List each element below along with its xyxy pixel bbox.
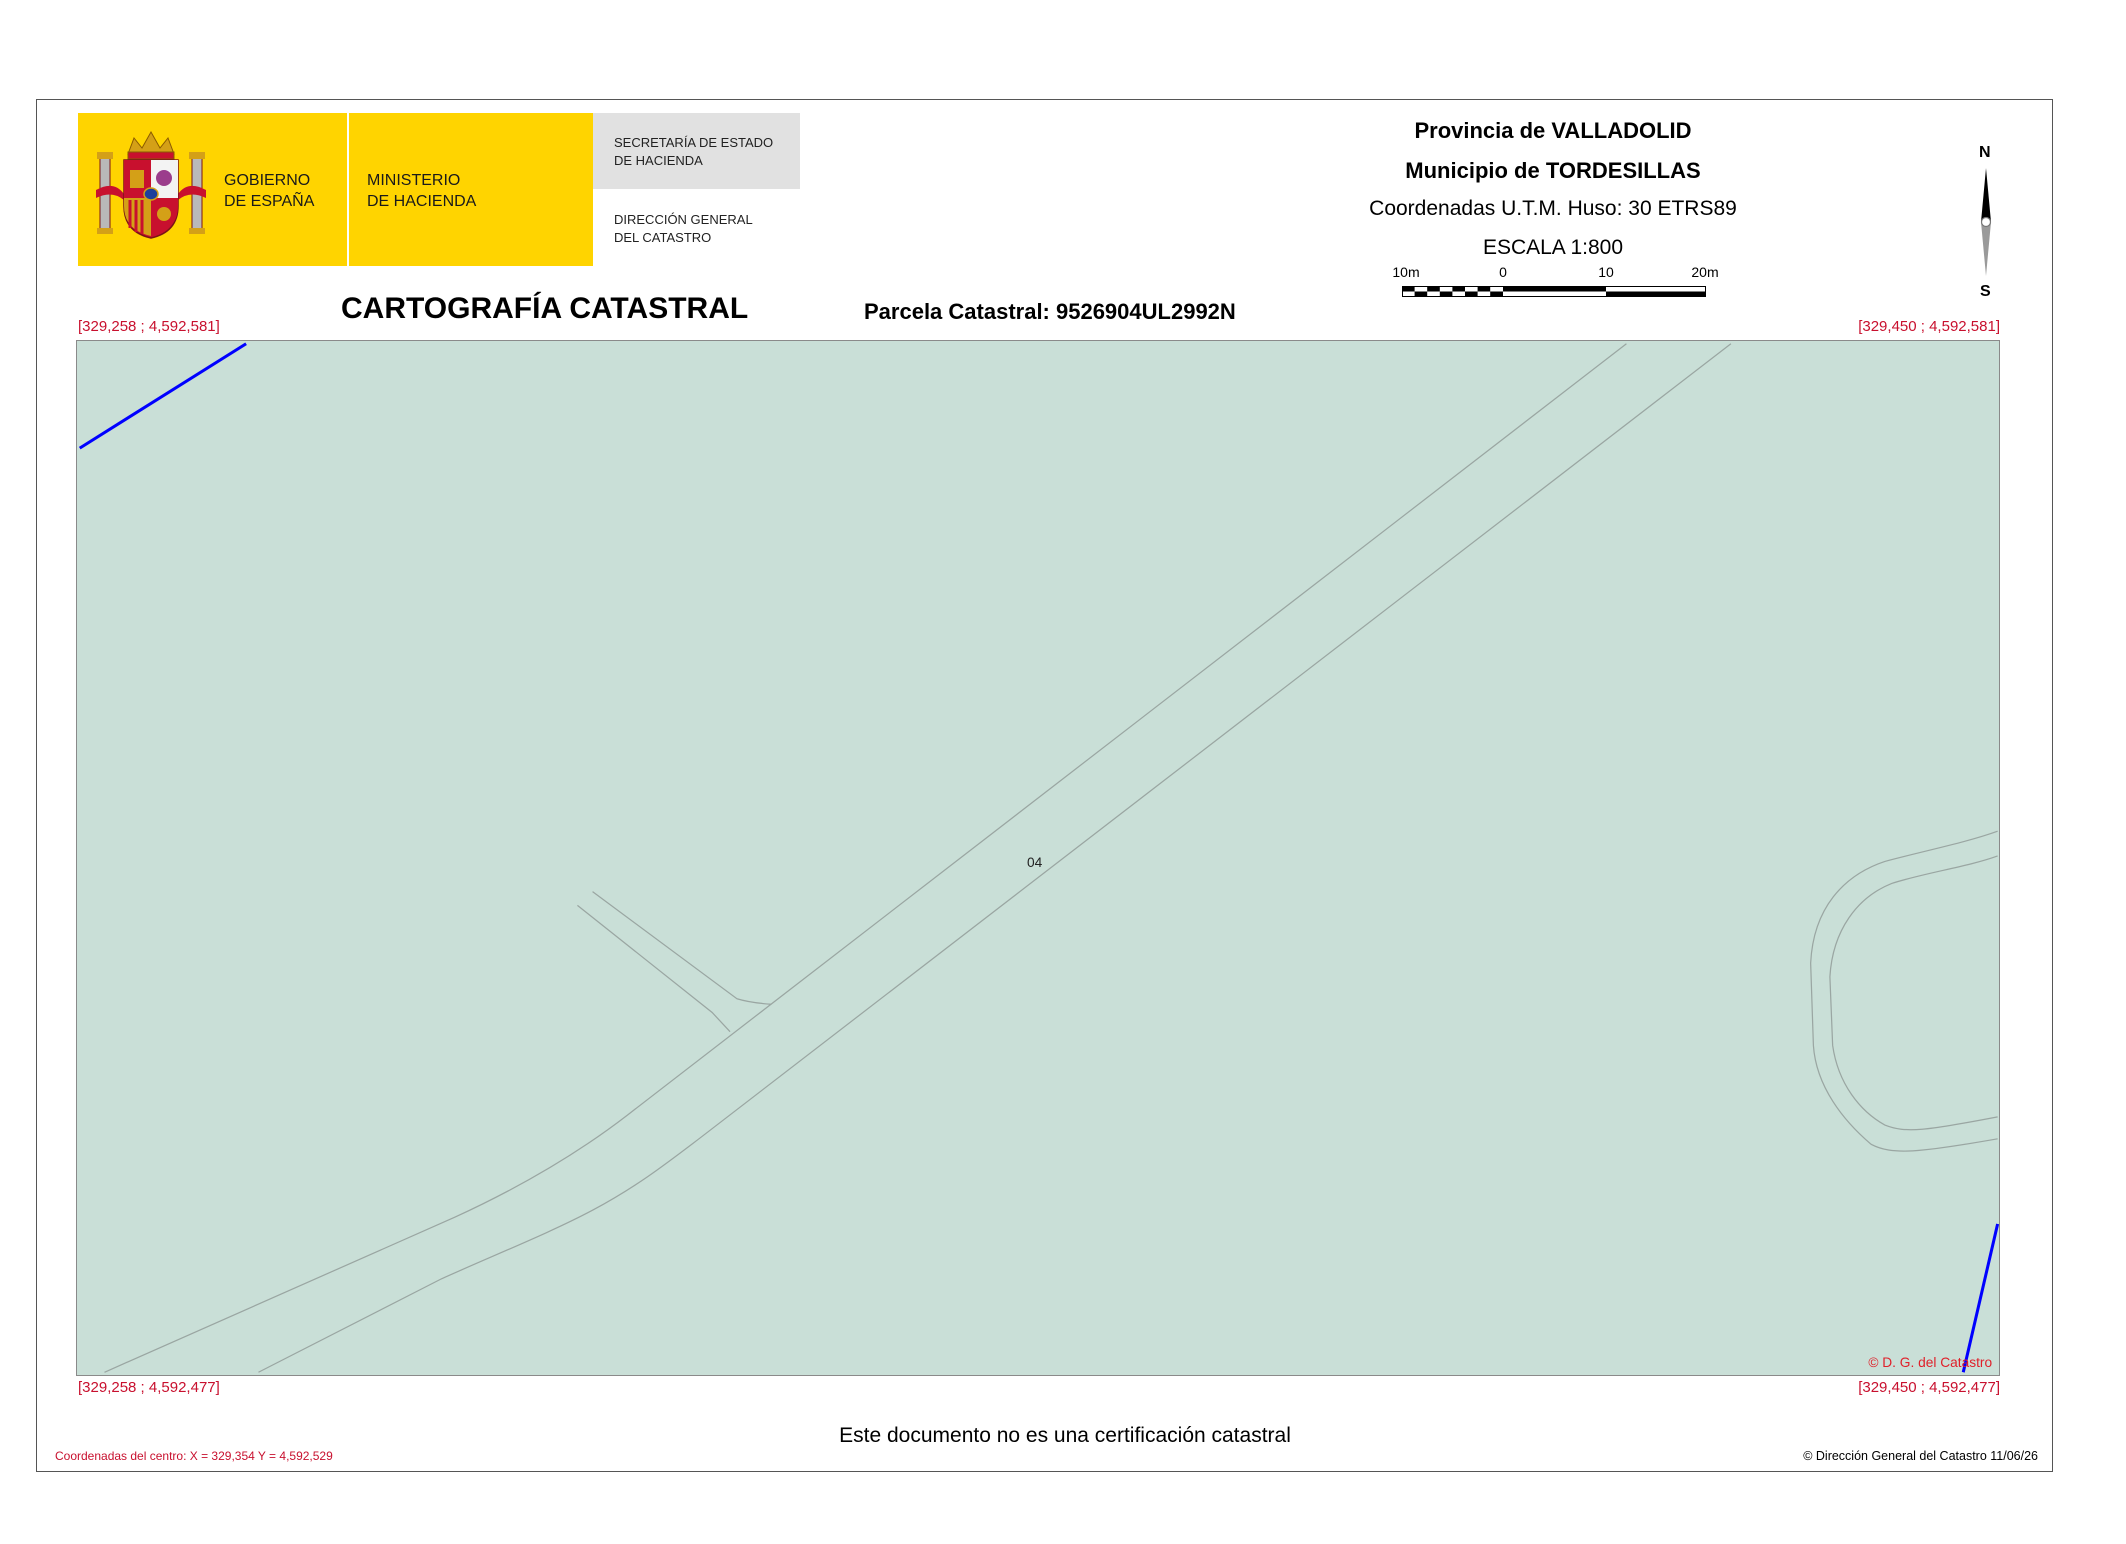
boundary-line-bottom-right <box>1963 1224 1997 1372</box>
ministerio-line1: MINISTERIO <box>367 172 461 189</box>
corner-top-right: [329,450 ; 4,592,581] <box>1858 318 2000 335</box>
scale-tick-10m-left: 10m <box>1392 264 1420 280</box>
parcel-reference: Parcela Catastral: 9526904UL2992N <box>864 299 1236 324</box>
map-canvas <box>77 341 1999 1375</box>
scale-tick-0: 0 <box>1499 264 1507 280</box>
gobierno-line1: GOBIERNO <box>224 172 311 189</box>
direccion-label <box>614 211 753 247</box>
scale-tick-20m: 20m <box>1691 264 1719 280</box>
secretaria-label <box>614 134 773 170</box>
cadastral-map[interactable] <box>76 340 2000 1376</box>
secretaria-line2: DE HACIENDA <box>614 153 703 168</box>
coordinate-system-label: Coordenadas U.T.M. Huso: 30 ETRS89 <box>1369 197 1737 220</box>
north-arrow-icon <box>1977 168 1995 276</box>
disclaimer: Este documento no es una certificación catastral <box>839 1424 1291 1447</box>
scale-bar-segment-0-10 <box>1503 286 1606 292</box>
secretaria-line1: SECRETARÍA DE ESTADO <box>614 135 774 150</box>
ministerio-line2: DE HACIENDA <box>367 193 477 210</box>
south-label: S <box>1980 283 1991 300</box>
boundary-line-top-left <box>80 344 246 448</box>
center-coordinates: Coordenadas del centro: X = 329,354 Y = 4,592,529 <box>55 1449 333 1463</box>
corner-top-left: [329,258 ; 4,592,581] <box>78 318 220 335</box>
map-copyright: © D. G. del Catastro <box>1868 1354 1993 1370</box>
corner-bottom-left: [329,258 ; 4,592,477] <box>78 1379 220 1396</box>
page-title: CARTOGRAFÍA CATASTRAL <box>341 292 749 325</box>
road-edge-south <box>258 344 1730 1373</box>
scale-bar <box>1402 286 1706 297</box>
scale-bar-segment-10-20 <box>1606 292 1706 298</box>
road-edge-north <box>104 344 1626 1373</box>
logo-divider <box>347 113 349 266</box>
scale-tick-10: 10 <box>1598 264 1614 280</box>
parcel-number-label[interactable]: 04 <box>1027 854 1043 870</box>
coat-of-arms-icon <box>94 128 208 244</box>
direccion-line2: DEL CATASTRO <box>614 230 712 245</box>
province-label: Provincia de VALLADOLID <box>1414 118 1692 143</box>
north-label: N <box>1979 144 1991 161</box>
curve-inner <box>1830 856 1998 1130</box>
gobierno-label <box>224 170 314 212</box>
branch-line-b <box>577 905 730 1031</box>
branch-line-a <box>593 892 772 1005</box>
gobierno-line2: DE ESPAÑA <box>224 193 315 210</box>
municipality-label: Municipio de TORDESILLAS <box>1405 158 1701 183</box>
scale-label: ESCALA 1:800 <box>1482 236 1624 259</box>
corner-bottom-right: [329,450 ; 4,592,477] <box>1858 1379 2000 1396</box>
footer-copyright: © Dirección General del Catastro 11/06/26 <box>1803 1449 2038 1463</box>
ministerio-label <box>367 170 476 212</box>
direccion-line1: DIRECCIÓN GENERAL <box>614 212 753 227</box>
